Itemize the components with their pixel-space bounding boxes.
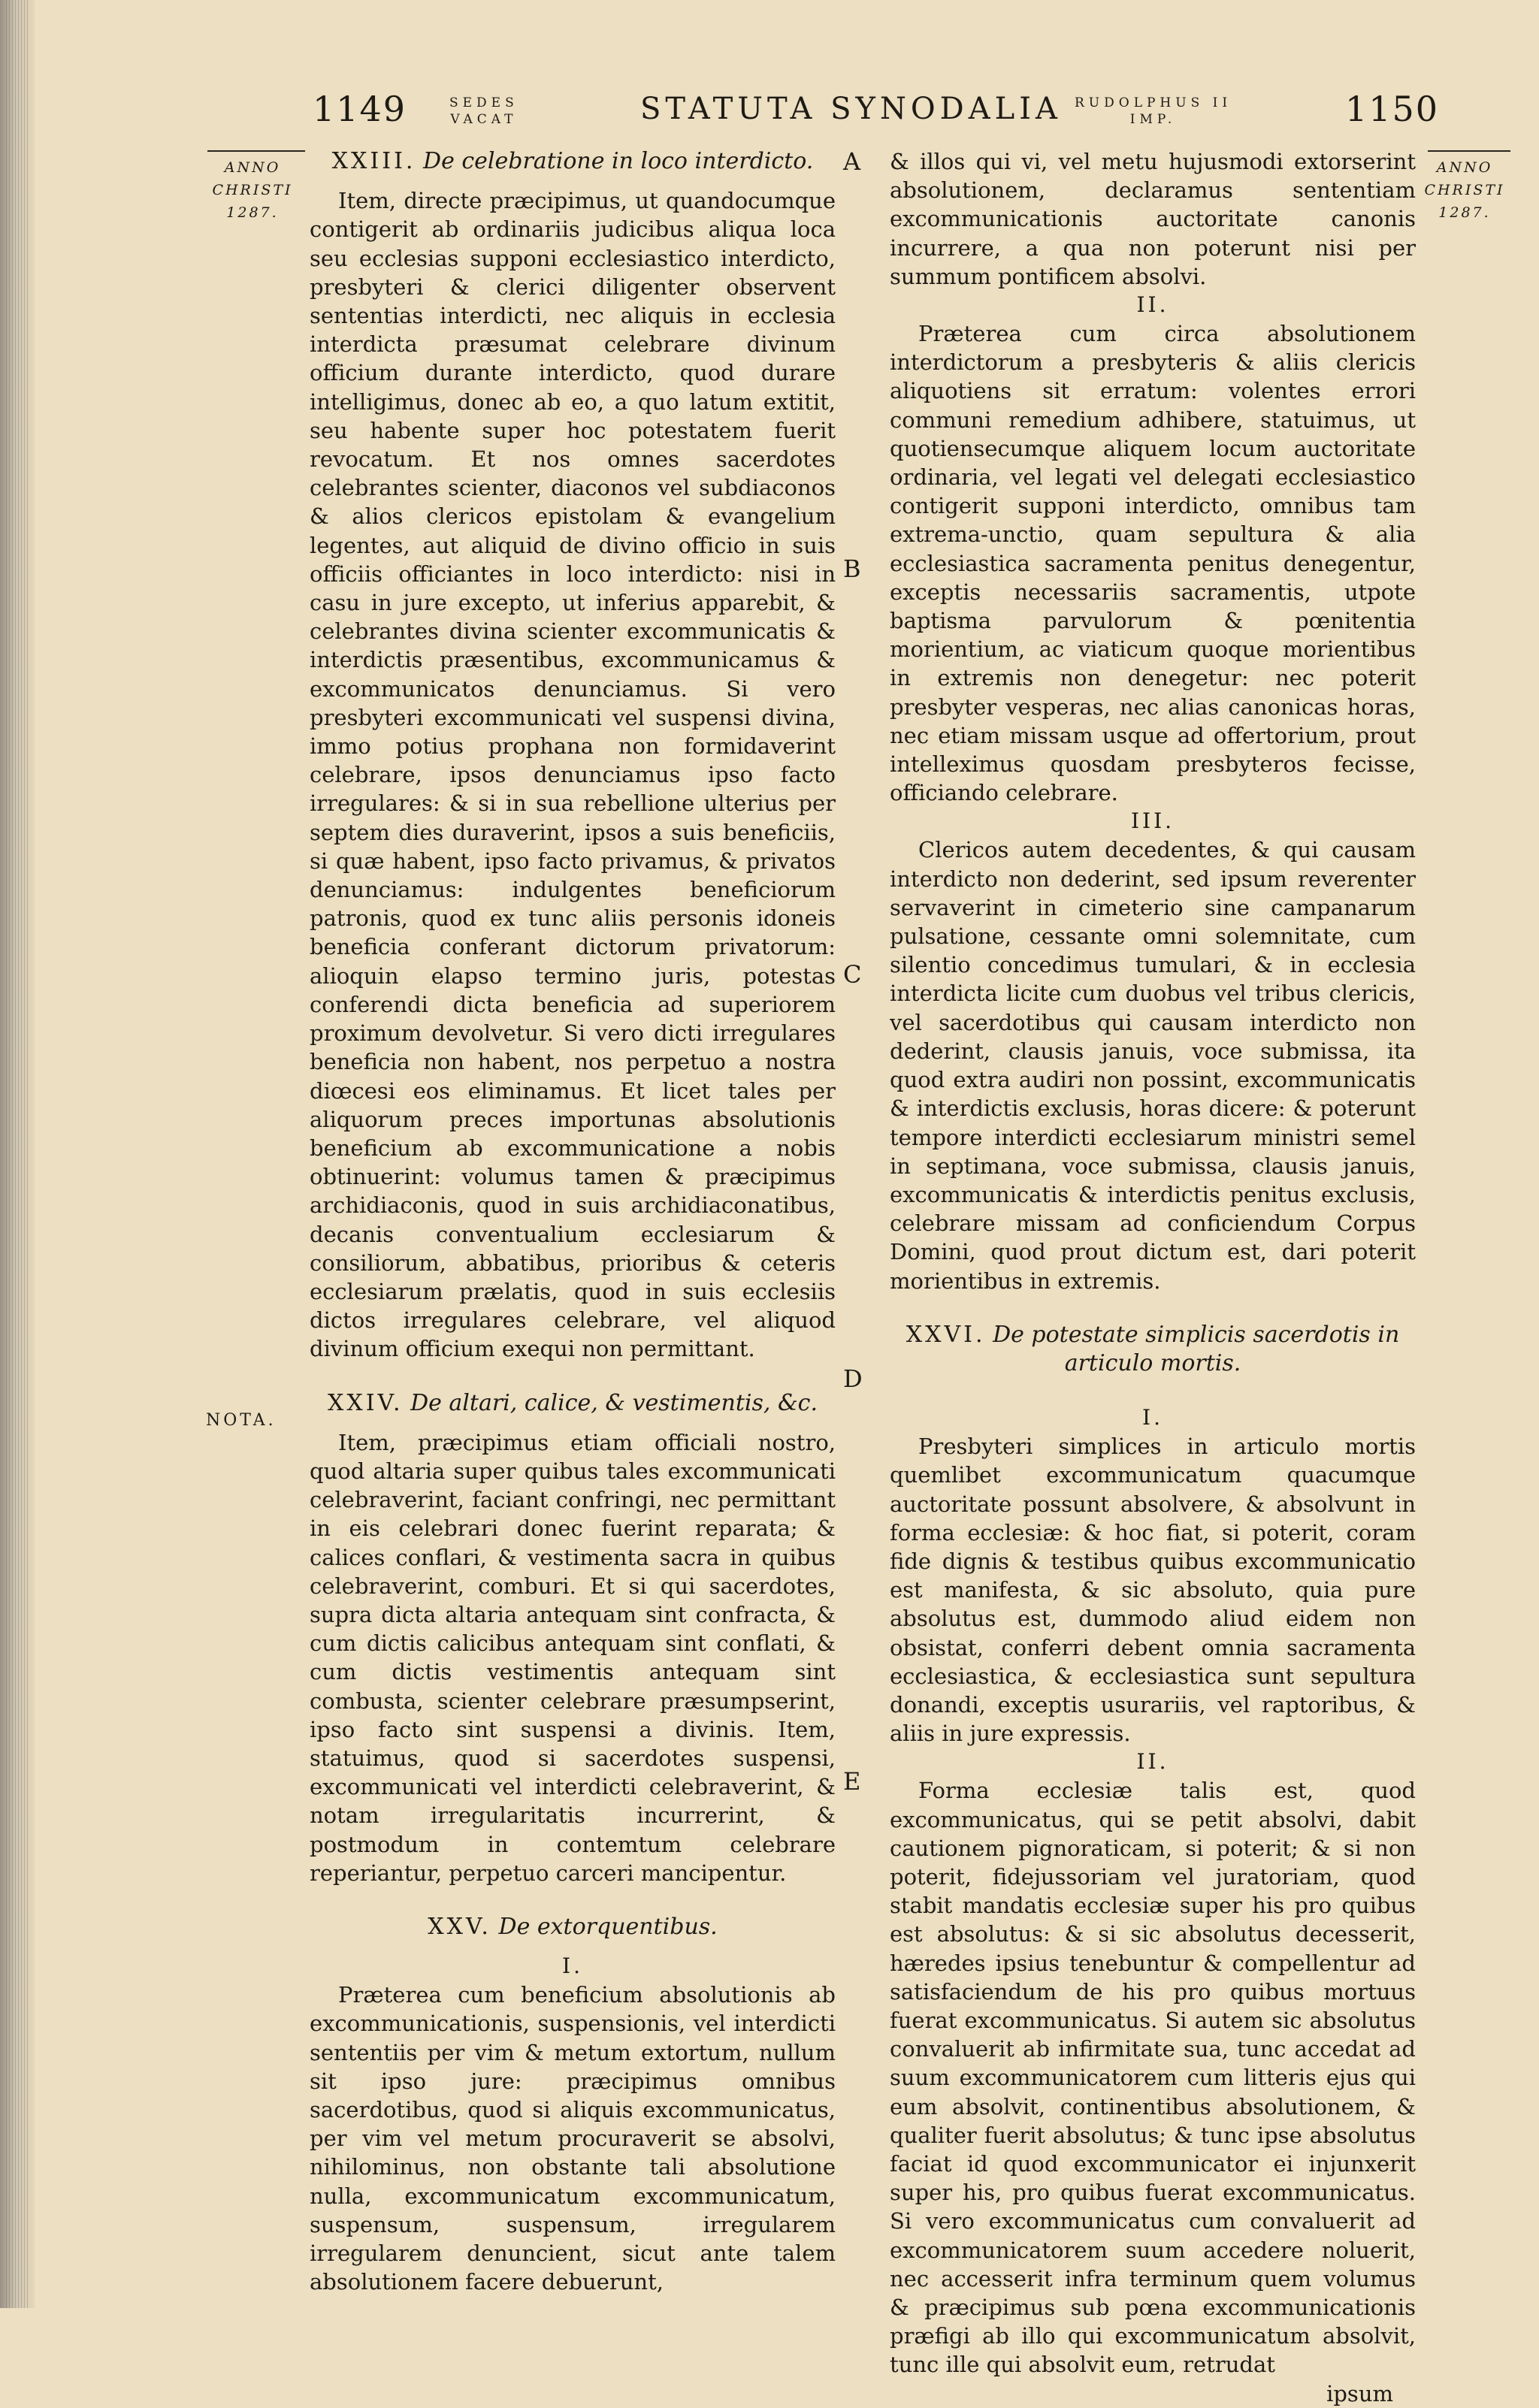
section-heading-xxvi [890, 1321, 1416, 1349]
column-letter-a: A [843, 147, 861, 176]
page-number-left: 1149 [313, 89, 407, 129]
subsection-number: I. [1142, 1405, 1163, 1431]
column-letter-c: C [843, 960, 862, 989]
margin-anno: ANNO [224, 159, 281, 176]
header-rudolphus-name: RUDOLPHUS II [1075, 95, 1232, 110]
section-number: XXVI. [906, 1321, 986, 1348]
column-letter-e: E [843, 1767, 861, 1796]
subsection-number: II. [1136, 1749, 1169, 1775]
subsection-number: II. [1136, 292, 1169, 318]
section-number: XXIII. [331, 148, 416, 174]
margin-rule-left [207, 150, 305, 152]
section-heading-xxiii [310, 147, 836, 176]
left-column [310, 147, 836, 2296]
margin-note-anno-left [207, 156, 298, 224]
margin-rule-right [1428, 150, 1510, 152]
section-text-xxvi-ii: Forma ecclesiæ talis est, quod excommunicatus, qui se petit absolvi, dabit cautionem pignoraticam, si poterit; & si non poterit, fidejussoriam vel juratoriam, quod stabit mandatis ecclesiæ super his pro quibus est absolutus: & si sic absolutus decesserit, hæredes ipsius tenebuntur & compellentur ad satisfaciendum de his pro quibus mortuus fuerat excommunicatus. Si autem sic absolutus convaluerit ab infirmitate sua, tunc accedat ad suum excommunicatorem cum litteris ejus qui eum absolvit, continentibus absolutionem, & qualiter fuerit absolutus; & tunc ipse absolutus faciat id quod excommunicator ei injunxerit super his, pro quibus fuerat excommunicatus. Si vero excommunicatus cum convaluerit ad excommunicatorem suum accedere noluerit, nec accesserit infra terminum quem volumus & præcipimus sub pœna excommunicationis præfigi ab illo qui excommunicatum absolvit, tunc ille qui absolvit eum, retrudat [890, 1778, 1416, 2378]
section-text-xxiii: Item, directe præcipimus, ut quandocumque contigerit ab ordinariis judicibus aliqua loca seu ecclesias supponi ecclesiastico interdicto, presbyteri & clerici diligenter observent sententias interdicti, nec aliquis in ecclesia interdicta præsumat celebrare divinum officium durante interdicto, quod durare intelligimus, donec ab eo, a quo latum extitit, seu habente super hoc potestatem fuerit revocatum. Et nos omnes sacerdotes celebrantes scienter, diaconos vel subdiaconos & alios clericos epistolam & evangelium legentes, aut aliquid de divino officio in suis officiis officiantes in loco interdicto: nisi in casu in jure excepto, ut inferius apparebit, & celebrantes divina scienter excommunicatis & interdictis præsentibus, excommunicamus & excommunicatos denunciamus. Si vero presbyteri excommunicati vel suspensi divina, immo potius prophana non formidaverint celebrare, ipsos denunciamus ipso facto irregulares: & si in sua rebellione ulterius per septem dies duraverint, ipsos a suis beneficiis, si quæ habent, ipso facto privamus, & privatos denunciamus: indulgentes beneficiorum patronis, quod ex tunc aliis personis idoneis beneficia conferant dictorum privatorum: alioquin elapso termino juris, potestas conferendi dicta beneficia ad superiorem proximum devolvetur. Si vero dicti irregulares beneficia non habent, nos perpetuo a nostra diœcesi eos eliminamus. Et licet tales per aliquorum preces importunas absolutionis beneficium ab excommunicatione a nobis obtinuerint: volumus tamen & præcipimus archidiaconis, quod in suis archidiaconatibus, decanis conventualium ecclesiarum & consiliorum, abbatibus, prioribus & ceteris ecclesiarum prælatis, quod in suis ecclesiis dictos irregulares celebrare, vel aliquod divinum officium exequi non permittant. [310, 188, 836, 1362]
section-number: XXIV. [327, 1389, 404, 1416]
running-title: STATUTA SYNODALIA [640, 92, 1062, 126]
subsection-number: III. [1130, 808, 1175, 834]
margin-nota: NOTA. [206, 1411, 277, 1430]
margin-christi: CHRISTI [1424, 182, 1505, 198]
header-sedes-vacat [449, 95, 519, 128]
header-vacat: VACAT [450, 112, 518, 127]
section-title: De celebratione in loco interdicto. [423, 148, 814, 174]
section-text-xxiv: Item, præcipimus etiam officiali nostro, quod altaria super quibus tales excommunicati celebraverint, faciant confringi, nec permittant in eis celebrari donec fuerint reparata; & calices conflari, & vestimenta sacra in quibus celebraverint, comburi. Et si qui sacerdotes, supra dicta altaria antequam sint confracta, & cum dictis calicibus antequam sint conflati, & cum dictis vestimentis antequam sint combusta, scienter celebrare præsumpserint, ipso facto sint suspensi a divinis. Item, statuimus, quod si sacerdotes suspensi, excommunicati vel interdicti celebraverint, & notam irregularitatis incurrerint, & postmodum in contemtum celebrare reperiantur, perpetuo carceri mancipentur. [310, 1429, 836, 1886]
section-heading-xxiv [310, 1389, 836, 1418]
section-title: De extorquentibus. [498, 1913, 718, 1940]
margin-anno: ANNO [1436, 159, 1493, 176]
section-heading-xxvi-line2 [890, 1349, 1416, 1378]
section-text-xxvi-i: Presbyteri simplices in articulo mortis quemlibet excommunicatum quacumque auctoritate possunt absolvere, & absolvunt in forma ecclesiæ: & hoc fiat, si poterit, coram fide dignis & testibus quibus excommunicatio est manifesta, & sic absoluto, quia pure absolutus est, dummodo aliud eidem non obsistat, conferri debent omnia sacramenta ecclesiastica, & ecclesiastica sunt sepultura donandi, exceptis usurariis, vel raptoribus, & aliis in jure expressis. [890, 1434, 1416, 1747]
section-title: De potestate simplicis sacerdotis in [993, 1321, 1400, 1348]
section-title: articulo mortis. [1064, 1349, 1241, 1376]
subsection-number: I. [562, 1953, 583, 1979]
margin-year: 1287. [226, 204, 279, 221]
header-imp: IMP. [1129, 112, 1177, 127]
subsection-text-ii: Præterea cum circa absolutionem interdictorum a presbyteris & aliis clericis aliquotiens sit erratum: volentes errori communi remedium adhibere, statuimus, ut quotiensecumque aliquem locum auctoritate ordinaria, vel legati vel delegati ecclesiastico contigerit supponi interdicto, omnibus tam extrema-unctio, quam sepultura & alia ecclesiastica sacramenta penitus denegentur, exceptis necessariis sacramentis, utpote baptisma parvulorum & pœnitentia morientium, ac viaticum quoque morientibus in extremis non denegetur: nec poterit presbyter vesperas, nec alias canonicas horas, nec etiam missam usque ad offertorium, prout intelleximus quosdam presbyteros fecisse, officiando celebrare. [890, 321, 1416, 806]
catchword: ipsum [1326, 2380, 1393, 2406]
section-text-xxv: Præterea cum beneficium absolutionis ab excommunicationis, suspensionis, vel interdicti sententiis per vim & metum extortum, nullum sit ipso jure: præcipimus omnibus sacerdotibus, quod si aliquis excommunicatus, per vim vel metum procuraverit se absolvi, nihilominus, non obstante tali absolutione nulla, excommunicatum excommunicatum, suspensum, suspensum, irregularem irregularem denuncient, sicut ante talem absolutionem facere debuerunt, [310, 1982, 836, 2295]
section-heading-xxv [310, 1913, 836, 1941]
right-column [890, 147, 1416, 2408]
margin-note-anno-right [1416, 156, 1513, 224]
margin-year: 1287. [1438, 204, 1491, 221]
continued-text: & illos qui vi, vel metu hujusmodi extorserint absolutionem, declaramus sententiam excommunicationis auctoritate canonis incurrere, a qua non poterunt nisi per summum pontificem absolvi. [890, 149, 1416, 289]
header-rudolphus [1075, 95, 1232, 128]
page-header [0, 89, 1539, 141]
column-letter-d: D [843, 1364, 863, 1393]
section-number: XXV. [428, 1913, 491, 1940]
book-binding [0, 0, 35, 2308]
column-letter-b: B [843, 554, 861, 583]
header-sedes: SEDES [449, 95, 519, 110]
margin-christi: CHRISTI [212, 182, 293, 198]
section-title: De altari, calice, & vestimentis, &c. [410, 1389, 818, 1416]
subsection-text-iii: Clericos autem decedentes, & qui causam interdicto non dederint, sed ipsum reverenter servaverint in cimeterio sine campanarum pulsatione, cessante omni solemnitate, cum silentio concedimus tumulari, & in ecclesia interdicta licite cum duobus vel tribus clericis, vel sacerdotibus qui causam interdicto non dederint, clausis januis, voce submissa, ita quod extra audiri non possint, excommunicatis & interdictis exclusis, horas dicere: & poterunt tempore interdicti ecclesiarum ministri semel in septimana, voce submissa, clausis januis, excommunicatis & interdictis penitus exclusis, celebrare missam ad conficiendum Corpus Domini, quod prout dictum est, dari poterit morientibus in extremis. [890, 837, 1416, 1294]
page-number-right: 1150 [1345, 89, 1440, 129]
